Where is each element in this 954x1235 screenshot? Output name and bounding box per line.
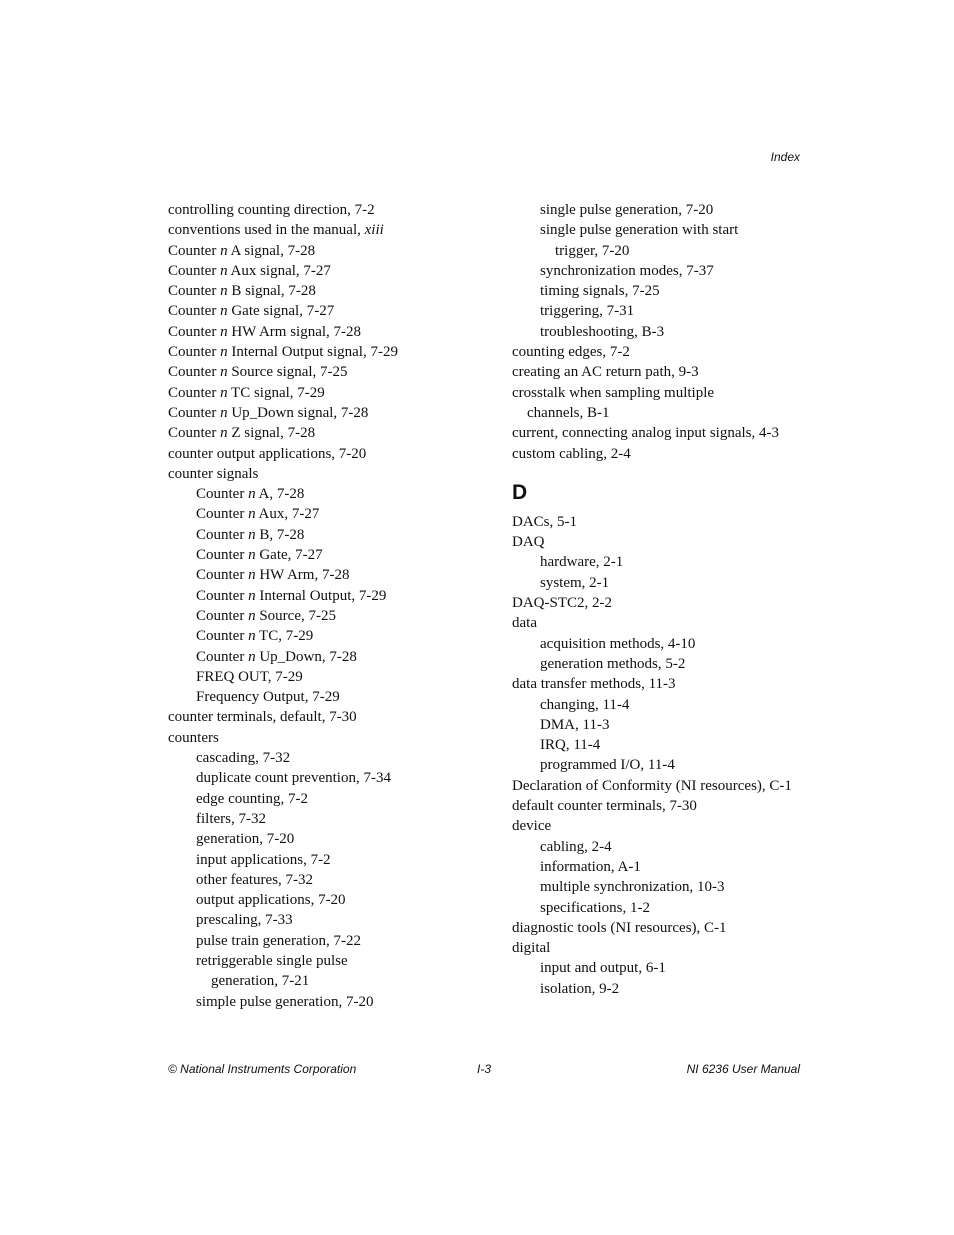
entry-text: data: [512, 615, 537, 632]
entry-text: system, 2-1: [540, 574, 610, 591]
entry-text: timing signals, 7-25: [540, 283, 660, 300]
index-entry: [168, 301, 488, 321]
entry-text: programmed I/O, 11-4: [540, 757, 675, 774]
index-entry: [168, 241, 488, 261]
entry-text: Counter: [168, 344, 221, 361]
entry-text: retriggerable single pulse: [196, 952, 348, 969]
entry-text: filters, 7-32: [196, 810, 266, 827]
index-subentry: [168, 586, 488, 606]
entry-text: troubleshooting, B-3: [540, 323, 665, 340]
index-subentry: [168, 809, 488, 829]
entry-text: DAQ: [512, 534, 545, 551]
italic-term: n: [220, 242, 228, 259]
entry-text: Counter: [168, 364, 221, 381]
entry-text: information, A-1: [540, 858, 641, 875]
entry-text: Counter: [196, 547, 249, 564]
entry-text: input applications, 7-2: [196, 851, 331, 868]
entry-text: Counter: [196, 607, 249, 624]
entry-text: synchronization modes, 7-37: [540, 262, 714, 279]
index-subentry: [168, 931, 488, 951]
index-subentry: [168, 971, 488, 991]
italic-term: n: [248, 547, 256, 564]
entry-text: counters: [168, 729, 219, 746]
index-subentry: [512, 695, 812, 715]
index-subentry: [512, 220, 812, 240]
entry-text: Counter: [196, 486, 249, 503]
index-entry: [168, 261, 488, 281]
index-entry: [512, 674, 812, 694]
entry-text: Counter: [196, 587, 249, 604]
entry-text: generation, 7-21: [211, 973, 310, 990]
entry-text: Counter: [196, 526, 249, 543]
entry-text: crosstalk when sampling multiple: [512, 384, 715, 401]
entry-text: Gate signal, 7-27: [227, 303, 335, 320]
entry-text: HW Arm signal, 7-28: [227, 323, 362, 340]
entry-text: Source, 7-25: [255, 607, 336, 624]
index-subentry: [512, 322, 812, 342]
entry-text: Frequency Output, 7-29: [196, 689, 340, 706]
entry-text: Aux, 7-27: [255, 506, 320, 523]
entry-text: Counter: [168, 384, 221, 401]
entry-text: other features, 7-32: [196, 871, 314, 888]
index-subentry: [168, 768, 488, 788]
index-entry: [168, 464, 488, 484]
entry-text: changing, 11-4: [540, 696, 630, 713]
entry-text: generation methods, 5-2: [540, 655, 686, 672]
index-subentry: [168, 992, 488, 1012]
entry-text: prescaling, 7-33: [196, 912, 293, 929]
index-entry: [512, 532, 812, 552]
index-entry: [168, 383, 488, 403]
italic-term: n: [220, 303, 228, 320]
entry-text: conventions used in the manual,: [168, 222, 365, 239]
italic-term: n: [248, 526, 256, 543]
index-subentry: [512, 877, 812, 897]
entry-text: counter signals: [168, 465, 259, 482]
entry-text: digital: [512, 940, 551, 957]
entry-text: Z signal, 7-28: [227, 425, 316, 442]
italic-term: n: [220, 425, 228, 442]
index-subentry: [512, 241, 812, 261]
index-subentry: [512, 857, 812, 877]
index-column-left: [168, 200, 488, 1012]
index-entry: [168, 423, 488, 443]
index-subentry: [168, 850, 488, 870]
index-entry: [512, 613, 812, 633]
entry-text: IRQ, 11-4: [540, 737, 601, 754]
entry-text: Counter: [168, 323, 221, 340]
entry-text: output applications, 7-20: [196, 892, 346, 909]
entry-text: counter terminals, default, 7-30: [168, 709, 357, 726]
entry-text: A signal, 7-28: [227, 242, 316, 259]
entry-text: cascading, 7-32: [196, 750, 291, 767]
footer-copyright: © National Instruments Corporation: [168, 1062, 357, 1076]
index-entry: [168, 322, 488, 342]
index-entry: [168, 707, 488, 727]
entry-text: A, 7-28: [255, 486, 305, 503]
index-entry: [168, 728, 488, 748]
index-subentry: [512, 552, 812, 572]
index-subentry: [512, 755, 812, 775]
running-header: Index: [770, 150, 800, 164]
index-entry: [512, 342, 812, 362]
italic-term: xiii: [364, 222, 384, 239]
index-subentry: [168, 748, 488, 768]
entry-text: pulse train generation, 7-22: [196, 932, 361, 949]
footer-manual-title: NI 6236 User Manual: [686, 1062, 800, 1076]
index-entry: [168, 342, 488, 362]
index-entry: [512, 816, 812, 836]
index-entry: [512, 918, 812, 938]
entry-text: Internal Output, 7-29: [255, 587, 387, 604]
index-subentry: [512, 958, 812, 978]
entry-text: Counter: [196, 506, 249, 523]
entry-text: Counter: [196, 628, 249, 645]
entry-text: Aux signal, 7-27: [227, 262, 331, 279]
italic-term: n: [248, 486, 256, 503]
entry-text: DMA, 11-3: [540, 716, 610, 733]
italic-term: n: [248, 628, 256, 645]
entry-text: B, 7-28: [255, 526, 305, 543]
index-subentry: [512, 261, 812, 281]
italic-term: n: [220, 283, 228, 300]
entry-text: trigger, 7-20: [555, 242, 630, 259]
index-entry: [168, 403, 488, 423]
entry-text: Counter: [168, 262, 221, 279]
index-subentry: [168, 667, 488, 687]
entry-text: cabling, 2-4: [540, 838, 612, 855]
index-entry: [512, 444, 812, 464]
index-entry: [512, 423, 812, 443]
index-entry: [512, 776, 812, 796]
entry-text: data transfer methods, 11-3: [512, 676, 676, 693]
index-subentry: [168, 647, 488, 667]
index-subentry: [512, 837, 812, 857]
entry-text: TC, 7-29: [255, 628, 314, 645]
index-entry: [168, 220, 488, 240]
entry-text: HW Arm, 7-28: [255, 567, 350, 584]
entry-text: diagnostic tools (NI resources), C-1: [512, 919, 727, 936]
index-entry: [168, 362, 488, 382]
index-entry: [512, 593, 812, 613]
index-subentry: [168, 504, 488, 524]
italic-term: n: [248, 607, 256, 624]
index-entry: [168, 200, 488, 220]
entry-text: Counter: [168, 404, 221, 421]
entry-text: device: [512, 818, 552, 835]
index-subentry: [512, 898, 812, 918]
index-subentry: [168, 951, 488, 971]
index-subentry: [168, 484, 488, 504]
entry-text: single pulse generation, 7-20: [540, 202, 714, 218]
entry-text: creating an AC return path, 9-3: [512, 364, 699, 381]
entry-text: default counter terminals, 7-30: [512, 798, 697, 815]
index-section-letter: [512, 480, 812, 506]
italic-term: n: [220, 404, 228, 421]
italic-term: n: [248, 506, 256, 523]
italic-term: n: [248, 587, 256, 604]
entry-text: Internal Output signal, 7-29: [227, 344, 398, 361]
entry-text: Declaration of Conformity (NI resources), C-1: [512, 777, 792, 794]
entry-text: TC signal, 7-29: [227, 384, 325, 401]
index-subentry: [168, 829, 488, 849]
entry-text: Source signal, 7-25: [227, 364, 348, 381]
index-subentry: [168, 910, 488, 930]
index-subentry: [512, 301, 812, 321]
entry-text: Counter: [168, 283, 221, 300]
footer-page-number: I-3: [477, 1062, 492, 1076]
entry-text: triggering, 7-31: [540, 303, 635, 320]
entry-text: single pulse generation with start: [540, 222, 739, 239]
entry-text: DACs, 5-1: [512, 513, 578, 530]
index-subentry: [168, 687, 488, 707]
entry-text: acquisition methods, 4-10: [540, 635, 696, 652]
entry-text: controlling counting direction, 7-2: [168, 202, 375, 218]
index-subentry: [512, 281, 812, 301]
entry-text: input and output, 6-1: [540, 960, 666, 977]
index-entry: [168, 444, 488, 464]
index-column-right: [512, 200, 812, 999]
entry-text: channels, B-1: [527, 404, 610, 421]
index-subentry: [168, 789, 488, 809]
entry-text: generation, 7-20: [196, 831, 295, 848]
index-subentry: [168, 525, 488, 545]
index-entry: [512, 403, 812, 423]
entry-text: multiple synchronization, 10-3: [540, 879, 725, 896]
index-subentry: [168, 870, 488, 890]
entry-text: B signal, 7-28: [227, 283, 316, 300]
entry-text: Counter: [168, 242, 221, 259]
entry-text: Counter: [196, 648, 249, 665]
index-subentry: [168, 545, 488, 565]
entry-text: duplicate count prevention, 7-34: [196, 770, 391, 787]
index-subentry: [168, 606, 488, 626]
index-subentry: [512, 735, 812, 755]
index-entry: [512, 362, 812, 382]
entry-text: current, connecting analog input signals, 4-3: [512, 425, 780, 442]
index-entry: [512, 938, 812, 958]
index-subentry: [512, 634, 812, 654]
entry-text: Up_Down signal, 7-28: [227, 404, 369, 421]
index-subentry: [168, 890, 488, 910]
entry-text: specifications, 1-2: [540, 899, 650, 916]
index-subentry: [512, 715, 812, 735]
index-subentry: [168, 565, 488, 585]
italic-term: n: [220, 262, 228, 279]
entry-text: simple pulse generation, 7-20: [196, 993, 374, 1010]
entry-text: FREQ OUT, 7-29: [196, 668, 303, 685]
index-entry: [512, 512, 812, 532]
italic-term: n: [220, 384, 228, 401]
entry-text: Counter: [168, 425, 221, 442]
index-entry: [168, 281, 488, 301]
italic-term: n: [220, 323, 228, 340]
index-subentry: [512, 979, 812, 999]
entry-text: Counter: [196, 567, 249, 584]
index-subentry: [512, 573, 812, 593]
index-subentry: [512, 654, 812, 674]
italic-term: n: [220, 364, 228, 381]
entry-text: D: [512, 480, 528, 504]
index-subentry: [512, 200, 812, 220]
index-entry: [512, 383, 812, 403]
entry-text: custom cabling, 2-4: [512, 445, 631, 462]
entry-text: Up_Down, 7-28: [255, 648, 357, 665]
entry-text: isolation, 9-2: [540, 980, 620, 997]
entry-text: Counter: [168, 303, 221, 320]
italic-term: n: [248, 567, 256, 584]
entry-text: edge counting, 7-2: [196, 790, 309, 807]
italic-term: n: [220, 344, 228, 361]
entry-text: Gate, 7-27: [255, 547, 323, 564]
entry-text: DAQ-STC2, 2-2: [512, 595, 612, 612]
index-entry: [512, 796, 812, 816]
index-subentry: [168, 626, 488, 646]
entry-text: counting edges, 7-2: [512, 344, 630, 361]
italic-term: n: [248, 648, 256, 665]
entry-text: hardware, 2-1: [540, 554, 624, 571]
entry-text: counter output applications, 7-20: [168, 445, 367, 462]
